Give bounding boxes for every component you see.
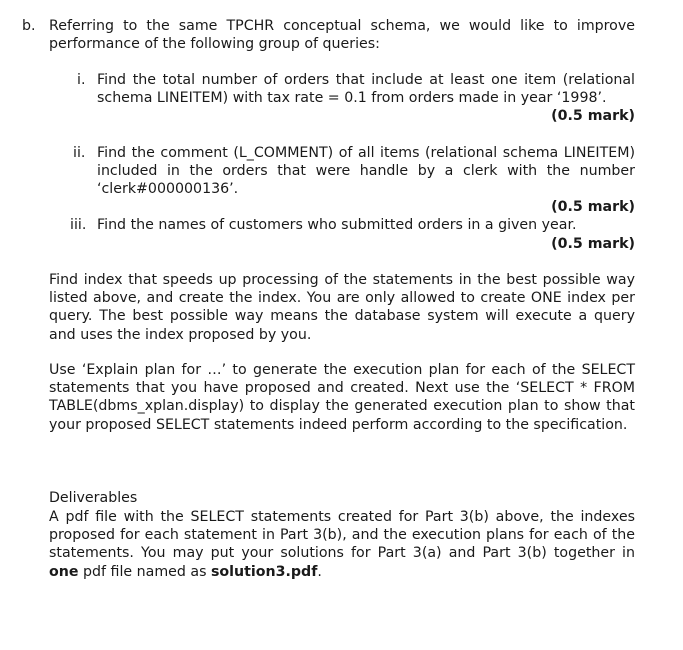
- deliverables-filename: solution3.pdf: [210, 563, 318, 580]
- mark-label: (0.5 mark): [551, 108, 635, 124]
- query-text: Find the comment (L_COMMENT) of all items (relational schema LINEITEM) included in the orders that were handle by a clerk with the number ‘clerk#000000136’.: [97, 145, 635, 198]
- mark-label: (0.5 mark): [551, 236, 635, 252]
- query-numeral: ii.: [73, 145, 86, 161]
- explain-paragraph: Use ‘Explain plan for …’ to generate the execution plan for each of the SELECT statements that you have proposed and created. Next use the ‘SELECT * FROM TABLE(dbms_xplan.display) to display the generated execution plan to show that your proposed SELECT statements indeed perform according to the specification.: [49, 362, 635, 433]
- section-intro: Referring to the same TPCHR conceptual schema, we would like to improve performance of the following group of queries:: [49, 18, 635, 53]
- query-text: Find the total number of orders that include at least one item (relational schema LINEITEM) with tax rate = 0.1 from orders made in year ‘1998’.: [97, 72, 635, 107]
- deliverables-text-before: A pdf file with the SELECT statements created for Part 3(b) above, the indexes proposed for each statement in Part 3(b), and the execution plans for each of the statements. You may put your solutions for Part 3(a) and Part 3(b) together in: [49, 509, 635, 562]
- deliverables-text-middle: pdf file named as: [78, 563, 211, 580]
- mark-label: (0.5 mark): [551, 199, 635, 215]
- deliverables-heading: Deliverables: [49, 490, 138, 506]
- deliverables-bold-one: one: [49, 563, 79, 580]
- query-numeral: iii.: [70, 217, 87, 233]
- deliverables-text-end: .: [317, 563, 322, 580]
- query-text: Find the names of customers who submitted orders in a given year.: [97, 217, 577, 233]
- query-numeral: i.: [77, 72, 86, 88]
- section-marker: b.: [22, 18, 36, 34]
- index-paragraph: Find index that speeds up processing of the statements in the best possible way listed above, and create the index. You are only allowed to create ONE index per query. The best possible way means the database system will execute a query and uses the index proposed by you.: [49, 272, 635, 343]
- deliverables-text: [49, 508, 635, 581]
